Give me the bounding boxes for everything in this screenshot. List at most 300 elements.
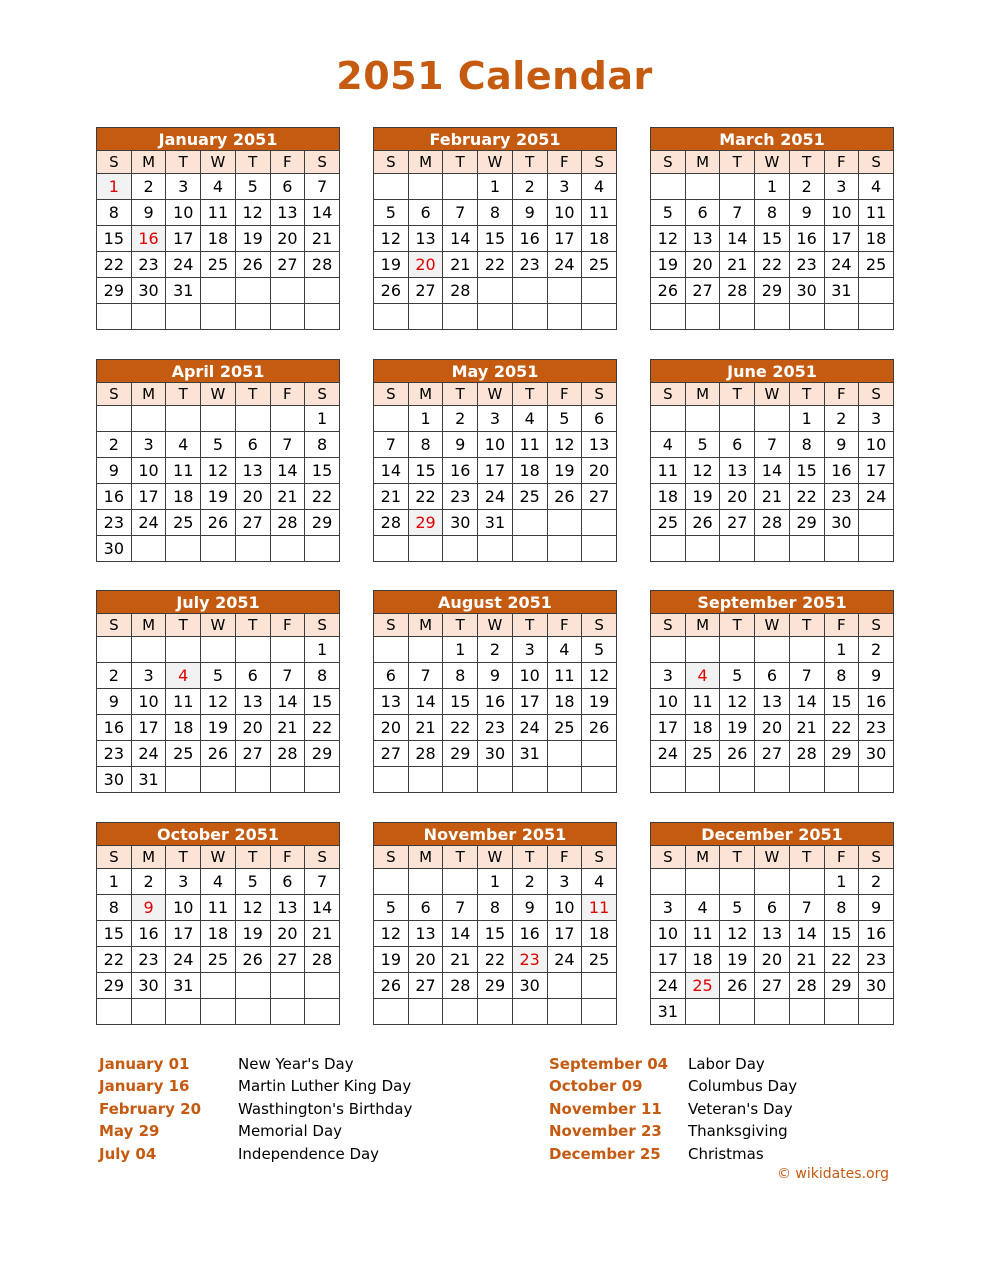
empty-cell	[859, 999, 894, 1025]
empty-cell	[478, 278, 513, 304]
day-cell: 19	[374, 252, 409, 278]
weekday-header: T	[512, 151, 547, 174]
weekday-header: S	[859, 614, 894, 637]
day-cell: 1	[305, 637, 340, 663]
day-cell: 17	[131, 484, 166, 510]
weekday-header: T	[720, 846, 755, 869]
day-cell: 8	[755, 200, 790, 226]
weekday-header: W	[478, 614, 513, 637]
empty-cell	[755, 406, 790, 432]
weekday-header: S	[305, 383, 340, 406]
empty-cell	[374, 174, 409, 200]
day-cell: 20	[235, 715, 270, 741]
day-cell: 21	[270, 484, 305, 510]
day-cell: 17	[166, 921, 201, 947]
holiday-date: February 20	[99, 1099, 202, 1118]
day-cell: 14	[443, 226, 478, 252]
weekday-header: T	[789, 151, 824, 174]
day-cell: 3	[859, 406, 894, 432]
weekday-header: S	[374, 383, 409, 406]
day-cell: 12	[720, 689, 755, 715]
day-cell: 25	[685, 741, 720, 767]
empty-cell	[166, 536, 201, 562]
day-cell: 17	[547, 921, 582, 947]
weekday-header: M	[131, 846, 166, 869]
empty-cell	[408, 869, 443, 895]
day-cell: 30	[824, 510, 859, 536]
day-cell: 9	[824, 432, 859, 458]
day-cell: 3	[651, 663, 686, 689]
day-cell: 15	[755, 226, 790, 252]
day-cell: 1	[824, 637, 859, 663]
day-cell: 16	[97, 715, 132, 741]
day-cell: 6	[270, 174, 305, 200]
weekday-header: M	[685, 383, 720, 406]
holiday-row	[99, 1053, 499, 1075]
weekday-header: S	[305, 846, 340, 869]
day-cell: 29	[305, 741, 340, 767]
empty-cell	[755, 536, 790, 562]
day-cell: 27	[720, 510, 755, 536]
day-cell: 11	[547, 663, 582, 689]
day-cell: 19	[547, 458, 582, 484]
day-cell: 15	[478, 226, 513, 252]
day-cell: 17	[651, 715, 686, 741]
day-cell: 23	[97, 741, 132, 767]
empty-cell	[443, 767, 478, 793]
weekday-header: S	[582, 846, 617, 869]
month-title: August 2051	[374, 591, 617, 614]
empty-cell	[651, 406, 686, 432]
empty-cell	[512, 999, 547, 1025]
day-cell: 5	[720, 895, 755, 921]
empty-cell	[166, 304, 201, 330]
empty-cell	[824, 767, 859, 793]
empty-cell	[97, 304, 132, 330]
day-cell: 15	[408, 458, 443, 484]
day-cell: 25	[582, 252, 617, 278]
day-cell: 22	[824, 715, 859, 741]
day-cell: 20	[374, 715, 409, 741]
day-cell: 16	[859, 689, 894, 715]
empty-cell	[512, 510, 547, 536]
day-cell: 6	[374, 663, 409, 689]
month-title: May 2051	[374, 360, 617, 383]
day-cell: 6	[685, 200, 720, 226]
day-cell: 18	[685, 947, 720, 973]
day-cell: 26	[685, 510, 720, 536]
day-cell: 23	[512, 252, 547, 278]
empty-cell	[651, 767, 686, 793]
day-cell: 8	[478, 200, 513, 226]
empty-cell	[651, 637, 686, 663]
weekday-header: S	[97, 614, 132, 637]
weekday-header: T	[789, 846, 824, 869]
empty-cell	[651, 869, 686, 895]
day-cell: 26	[547, 484, 582, 510]
day-cell: 16	[789, 226, 824, 252]
day-cell: 8	[305, 663, 340, 689]
day-cell: 5	[685, 432, 720, 458]
day-cell: 17	[512, 689, 547, 715]
weekday-header: T	[166, 151, 201, 174]
day-cell: 5	[201, 663, 236, 689]
empty-cell	[201, 999, 236, 1025]
holiday-date: November 11	[549, 1099, 662, 1118]
day-cell: 27	[755, 973, 790, 999]
weekday-header: T	[443, 151, 478, 174]
empty-cell	[582, 999, 617, 1025]
empty-cell	[235, 304, 270, 330]
day-cell: 19	[720, 715, 755, 741]
weekday-header: M	[131, 614, 166, 637]
day-cell: 6	[235, 663, 270, 689]
empty-cell	[270, 406, 305, 432]
day-cell: 14	[270, 458, 305, 484]
empty-cell	[582, 278, 617, 304]
day-cell: 2	[97, 432, 132, 458]
day-cell: 26	[201, 510, 236, 536]
day-cell: 24	[651, 973, 686, 999]
day-cell: 3	[824, 174, 859, 200]
empty-cell	[547, 510, 582, 536]
empty-cell	[582, 973, 617, 999]
day-cell: 22	[305, 484, 340, 510]
day-cell: 17	[131, 715, 166, 741]
day-cell: 9	[789, 200, 824, 226]
day-cell: 31	[824, 278, 859, 304]
weekday-header: S	[651, 846, 686, 869]
month-3	[650, 127, 894, 330]
day-cell: 21	[374, 484, 409, 510]
empty-cell	[235, 406, 270, 432]
empty-cell	[270, 973, 305, 999]
month-title: April 2051	[97, 360, 340, 383]
empty-cell	[97, 406, 132, 432]
day-cell: 7	[789, 895, 824, 921]
empty-cell	[755, 869, 790, 895]
day-cell: 13	[720, 458, 755, 484]
day-cell: 7	[270, 663, 305, 689]
day-cell: 16	[443, 458, 478, 484]
weekday-header: T	[166, 846, 201, 869]
empty-cell	[305, 999, 340, 1025]
day-cell: 21	[305, 226, 340, 252]
day-cell: 8	[408, 432, 443, 458]
empty-cell	[270, 304, 305, 330]
empty-cell	[547, 278, 582, 304]
empty-cell	[755, 304, 790, 330]
day-cell: 20	[270, 226, 305, 252]
day-cell: 14	[720, 226, 755, 252]
empty-cell	[408, 999, 443, 1025]
holiday-name: Veteran's Day	[688, 1099, 793, 1118]
holiday-row	[99, 1075, 499, 1097]
day-cell: 19	[685, 484, 720, 510]
day-cell: 26	[374, 278, 409, 304]
weekday-header: M	[131, 383, 166, 406]
day-cell: 28	[305, 947, 340, 973]
day-cell: 24	[547, 947, 582, 973]
weekday-header: M	[408, 846, 443, 869]
month-title: January 2051	[97, 128, 340, 151]
empty-cell	[270, 999, 305, 1025]
day-cell: 28	[755, 510, 790, 536]
day-cell: 9	[97, 689, 132, 715]
empty-cell	[789, 869, 824, 895]
empty-cell	[685, 304, 720, 330]
weekday-header: T	[443, 383, 478, 406]
month-6	[650, 359, 894, 562]
day-cell: 28	[720, 278, 755, 304]
day-cell: 1	[789, 406, 824, 432]
day-cell: 8	[305, 432, 340, 458]
weekday-header: W	[478, 383, 513, 406]
empty-cell	[166, 767, 201, 793]
holiday-row	[549, 1143, 899, 1165]
day-cell: 1	[408, 406, 443, 432]
day-cell: 27	[270, 947, 305, 973]
day-cell: 3	[166, 174, 201, 200]
month-12	[650, 822, 894, 1025]
day-cell: 15	[97, 921, 132, 947]
day-cell: 25	[166, 510, 201, 536]
empty-cell	[685, 406, 720, 432]
holiday-day-cell: 1	[97, 174, 132, 200]
weekday-header: W	[201, 383, 236, 406]
day-cell: 2	[859, 637, 894, 663]
day-cell: 23	[131, 252, 166, 278]
day-cell: 9	[859, 895, 894, 921]
empty-cell	[547, 999, 582, 1025]
day-cell: 21	[720, 252, 755, 278]
holiday-row	[99, 1143, 499, 1165]
empty-cell	[131, 304, 166, 330]
empty-cell	[512, 278, 547, 304]
day-cell: 13	[374, 689, 409, 715]
day-cell: 13	[755, 689, 790, 715]
day-cell: 6	[408, 200, 443, 226]
empty-cell	[305, 767, 340, 793]
day-cell: 29	[789, 510, 824, 536]
day-cell: 30	[859, 741, 894, 767]
day-cell: 10	[547, 200, 582, 226]
month-title: February 2051	[374, 128, 617, 151]
weekday-header: S	[305, 614, 340, 637]
empty-cell	[201, 637, 236, 663]
day-cell: 7	[789, 663, 824, 689]
day-cell: 10	[824, 200, 859, 226]
day-cell: 25	[547, 715, 582, 741]
empty-cell	[270, 637, 305, 663]
empty-cell	[131, 536, 166, 562]
month-2	[373, 127, 617, 330]
day-cell: 21	[443, 252, 478, 278]
day-cell: 10	[131, 689, 166, 715]
day-cell: 21	[755, 484, 790, 510]
day-cell: 23	[824, 484, 859, 510]
empty-cell	[859, 510, 894, 536]
day-cell: 2	[824, 406, 859, 432]
day-cell: 2	[97, 663, 132, 689]
day-cell: 13	[755, 921, 790, 947]
empty-cell	[859, 304, 894, 330]
day-cell: 18	[547, 689, 582, 715]
empty-cell	[443, 174, 478, 200]
day-cell: 31	[478, 510, 513, 536]
empty-cell	[201, 536, 236, 562]
day-cell: 4	[547, 637, 582, 663]
day-cell: 17	[478, 458, 513, 484]
empty-cell	[720, 304, 755, 330]
holiday-day-cell: 16	[131, 226, 166, 252]
day-cell: 26	[235, 947, 270, 973]
day-cell: 12	[547, 432, 582, 458]
day-cell: 23	[97, 510, 132, 536]
day-cell: 13	[408, 226, 443, 252]
empty-cell	[97, 637, 132, 663]
empty-cell	[789, 304, 824, 330]
day-cell: 28	[443, 278, 478, 304]
day-cell: 26	[651, 278, 686, 304]
empty-cell	[547, 304, 582, 330]
day-cell: 28	[408, 741, 443, 767]
day-cell: 12	[201, 689, 236, 715]
day-cell: 11	[201, 200, 236, 226]
site-credit[interactable]: © wikidates.org	[776, 1166, 889, 1182]
month-title: October 2051	[97, 823, 340, 846]
day-cell: 16	[824, 458, 859, 484]
empty-cell	[166, 999, 201, 1025]
empty-cell	[443, 536, 478, 562]
weekday-header: F	[547, 846, 582, 869]
empty-cell	[478, 767, 513, 793]
day-cell: 1	[824, 869, 859, 895]
month-9	[650, 590, 894, 793]
day-cell: 29	[755, 278, 790, 304]
day-cell: 23	[859, 715, 894, 741]
empty-cell	[547, 973, 582, 999]
day-cell: 1	[478, 869, 513, 895]
day-cell: 21	[789, 947, 824, 973]
day-cell: 28	[270, 741, 305, 767]
day-cell: 12	[235, 200, 270, 226]
day-cell: 15	[443, 689, 478, 715]
day-cell: 22	[97, 947, 132, 973]
empty-cell	[824, 999, 859, 1025]
day-cell: 28	[789, 973, 824, 999]
day-cell: 21	[270, 715, 305, 741]
day-cell: 2	[131, 869, 166, 895]
day-cell: 22	[443, 715, 478, 741]
holiday-name: Wasthington's Birthday	[238, 1099, 413, 1118]
day-cell: 22	[305, 715, 340, 741]
weekday-header: F	[824, 383, 859, 406]
day-cell: 1	[443, 637, 478, 663]
day-cell: 6	[408, 895, 443, 921]
day-cell: 20	[755, 715, 790, 741]
weekday-header: T	[512, 383, 547, 406]
day-cell: 29	[478, 973, 513, 999]
month-title: March 2051	[651, 128, 894, 151]
day-cell: 29	[305, 510, 340, 536]
day-cell: 5	[547, 406, 582, 432]
empty-cell	[720, 637, 755, 663]
day-cell: 5	[651, 200, 686, 226]
day-cell: 10	[547, 895, 582, 921]
weekday-header: T	[235, 383, 270, 406]
empty-cell	[374, 536, 409, 562]
empty-cell	[651, 174, 686, 200]
weekday-header: M	[408, 383, 443, 406]
weekday-header: W	[755, 151, 790, 174]
empty-cell	[97, 999, 132, 1025]
weekday-header: M	[408, 151, 443, 174]
weekday-header: W	[478, 846, 513, 869]
holiday-day-cell: 23	[512, 947, 547, 973]
day-cell: 29	[824, 741, 859, 767]
day-cell: 17	[824, 226, 859, 252]
day-cell: 25	[651, 510, 686, 536]
empty-cell	[131, 999, 166, 1025]
empty-cell	[720, 869, 755, 895]
day-cell: 28	[789, 741, 824, 767]
day-cell: 23	[859, 947, 894, 973]
day-cell: 13	[408, 921, 443, 947]
day-cell: 21	[789, 715, 824, 741]
empty-cell	[512, 767, 547, 793]
holiday-day-cell: 20	[408, 252, 443, 278]
day-cell: 12	[374, 226, 409, 252]
day-cell: 7	[443, 200, 478, 226]
day-cell: 14	[305, 895, 340, 921]
day-cell: 29	[824, 973, 859, 999]
day-cell: 23	[443, 484, 478, 510]
weekday-header: S	[97, 151, 132, 174]
empty-cell	[478, 536, 513, 562]
day-cell: 26	[235, 252, 270, 278]
empty-cell	[685, 999, 720, 1025]
empty-cell	[270, 278, 305, 304]
day-cell: 30	[789, 278, 824, 304]
empty-cell	[201, 406, 236, 432]
day-cell: 22	[97, 252, 132, 278]
empty-cell	[408, 637, 443, 663]
day-cell: 18	[201, 226, 236, 252]
day-cell: 21	[305, 921, 340, 947]
day-cell: 19	[374, 947, 409, 973]
empty-cell	[201, 767, 236, 793]
day-cell: 25	[859, 252, 894, 278]
holiday-name: Labor Day	[688, 1055, 765, 1073]
empty-cell	[547, 536, 582, 562]
empty-cell	[235, 637, 270, 663]
day-cell: 24	[131, 741, 166, 767]
day-cell: 15	[789, 458, 824, 484]
day-cell: 3	[547, 174, 582, 200]
day-cell: 18	[859, 226, 894, 252]
day-cell: 8	[478, 895, 513, 921]
day-cell: 14	[755, 458, 790, 484]
empty-cell	[685, 174, 720, 200]
empty-cell	[824, 536, 859, 562]
day-cell: 30	[443, 510, 478, 536]
empty-cell	[131, 637, 166, 663]
day-cell: 27	[270, 252, 305, 278]
day-cell: 4	[859, 174, 894, 200]
day-cell: 22	[789, 484, 824, 510]
empty-cell	[478, 999, 513, 1025]
